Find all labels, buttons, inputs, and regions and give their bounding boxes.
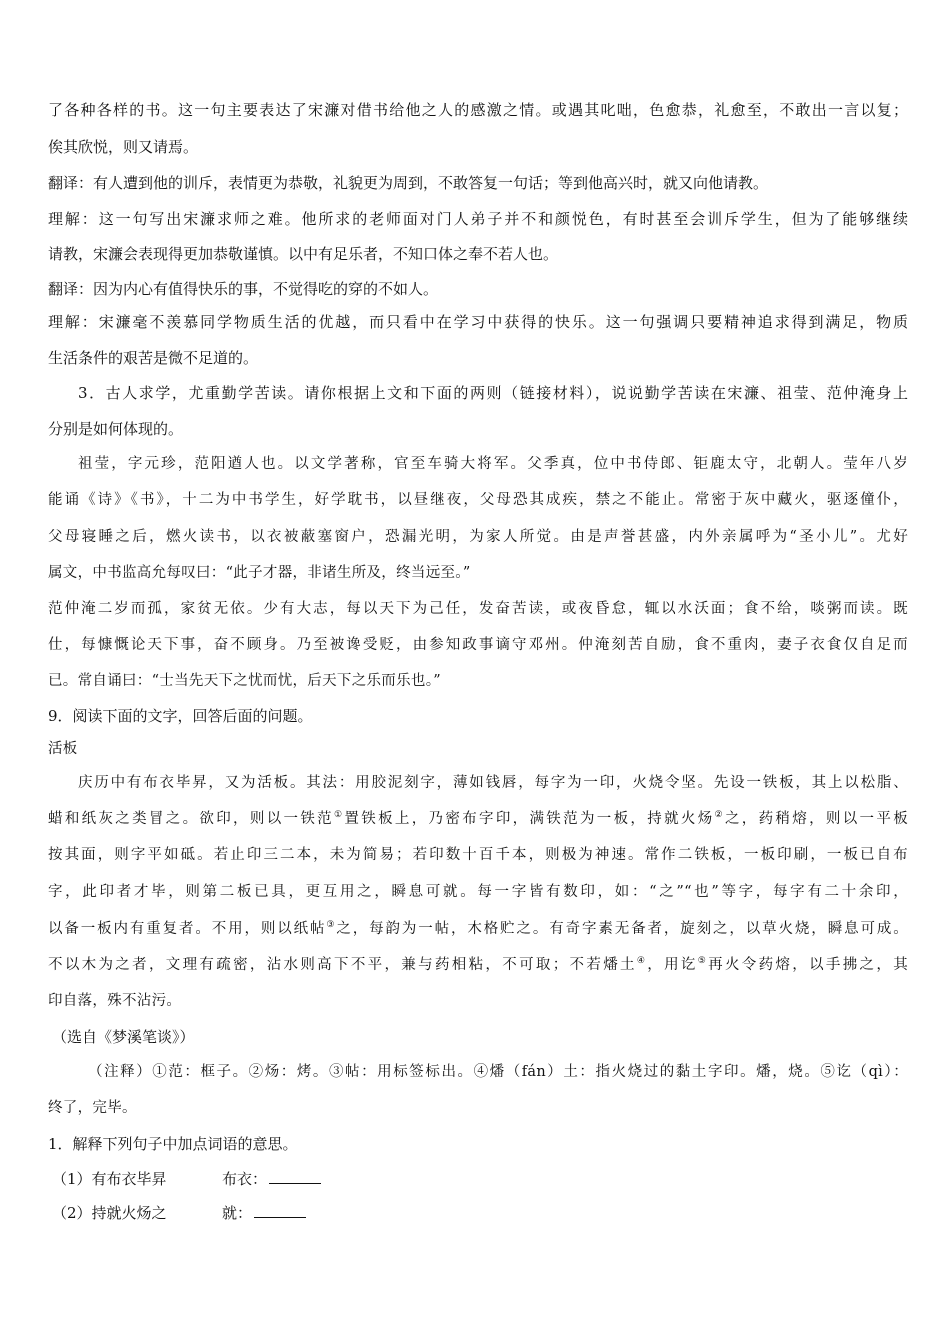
passage-huoban: 按其面，则字平如砥。若止印三二本，未为简易；若印数十百千本，则极为神速。常作二铁板，一板印刷，一板已自布: [48, 847, 908, 863]
footnote-mark: ④: [636, 956, 648, 967]
answer-blank[interactable]: [254, 1203, 306, 1218]
answer-field[interactable]: 就：: [222, 1203, 306, 1223]
passage-title: 活板: [48, 741, 78, 757]
passage-fanzhongyan: 已。常自诵曰：“士当先天下之忧而忧，后天下之乐而乐也。”: [48, 673, 441, 689]
passage-huoban: 蜡和纸灰之类冒之。欲印，则以一铁范①置铁板上，乃密布字印，满铁范为一板，持就火炀②之，药稍熔，则以一平板: [48, 810, 908, 827]
text-line: 分别是如何体现的。: [48, 420, 184, 438]
item-label: （1）有布衣毕昇: [52, 1170, 167, 1188]
item-label: （2）持就火炀之: [52, 1204, 167, 1222]
passage-huoban: 不以木为之者，文理有疏密，沾水则高下不平，兼与药相粘，不可取；不若燔土④，用讫⑤再火令药熔，以手拂之，其: [48, 956, 908, 973]
item-row: [52, 1203, 352, 1223]
sub-question-1: 1．解释下列句子中加点词语的意思。: [48, 1135, 298, 1153]
passage-huoban: 庆历中有布衣毕昇，又为活板。其法：用胶泥刻字，薄如钱唇，每字为一印，火烧令坚。先设一铁板，其上以松脂、: [78, 775, 908, 791]
text-line: 翻译：因为内心有值得快乐的事，不觉得吃的穿的不如人。: [48, 280, 439, 298]
passage-fanzhongyan: 仕，每慷慨论天下事，奋不顾身。乃至被谗受贬，由参知政事谪守邓州。仲淹刻苦自励，食不重肉，妻子衣食仅自足而: [48, 637, 908, 653]
footnote-mark: ②: [714, 810, 725, 821]
question-3: 3．古人求学，尤重勤学苦读。请你根据上文和下面的两则（链接材料），说说勤学苦读在宋濂、祖莹、范仲淹身上: [78, 384, 908, 402]
text-line: 翻译：有人遭到他的训斥，表情更为恭敬，礼貌更为周到，不敢答复一句话；等到他高兴时，就又向他请教。: [48, 174, 769, 192]
answer-field[interactable]: 布衣：: [222, 1169, 321, 1189]
footnote-mark: ⑤: [697, 956, 709, 967]
passage-zuying: 父母寝睡之后，燃火读书，以衣被蔽塞窗户，恐漏光明，为家人所觉。由是声誉甚盛，内外亲属呼为“圣小儿”。尤好: [48, 529, 908, 545]
passage-zuying: 属文，中书监高允每叹曰：“此子才器，非诸生所及，终当远至。”: [48, 565, 471, 581]
text-line: 请教，宋濂会表现得更加恭敬谨慎。以中有足乐者，不知口体之奉不若人也。: [48, 245, 559, 263]
text-line: 俟其欣悦，则又请焉。: [48, 138, 199, 156]
annotation: （注释）①范：框子。②炀：烤。③帖：用标签标出。④燔（fán）土：指火烧过的黏土字印。燔，烧。⑤讫（qì）：: [88, 1064, 908, 1080]
question-9: 9．阅读下面的文字，回答后面的问题。: [48, 707, 313, 725]
text-line: 理解：宋濂毫不羡慕同学物质生活的优越，而只看中在学习中获得的快乐。这一句强调只要精神追求得到满足，物质: [48, 313, 908, 331]
passage-huoban: 以备一板内有重复者。不用，则以纸帖③之，每韵为一帖，木格贮之。有奇字素无备者，旋刻之，以草火烧，瞬息可成。: [48, 920, 908, 937]
passage-huoban: 字，此印者才毕，则第二板已具，更互用之，瞬息可就。每一字皆有数印，如：“之”“也”等字，每字有二十余印，: [48, 884, 908, 900]
passage-fanzhongyan: 范仲淹二岁而孤，家贫无依。少有大志，每以天下为己任，发奋苦读，或夜昏怠，辄以水沃面；食不给，啖粥而读。既: [48, 601, 908, 617]
text-line: 生活条件的艰苦是微不足道的。: [48, 349, 259, 367]
source-note: （选自《梦溪笔谈》）: [52, 1028, 195, 1046]
item-row: [52, 1169, 352, 1189]
annotation: 终了，完毕。: [48, 1100, 137, 1116]
passage-huoban: 印自落，殊不沾污。: [48, 993, 182, 1009]
answer-blank[interactable]: [269, 1169, 321, 1184]
footnote-mark: ①: [334, 810, 345, 821]
passage-zuying: 能诵《诗》《书》，十二为中书学生，好学耽书，以昼继夜，父母恐其成疾，禁之不能止。常密于灰中藏火，驱逐僮仆，: [48, 492, 908, 508]
passage-zuying: 祖莹，字元珍，范阳遒人也。以文学著称，官至车骑大将军。父季真，位中书侍郎、钜鹿太守，北朝人。莹年八岁: [78, 456, 908, 472]
text-line: 理解：这一句写出宋濂求师之难。他所求的老师面对门人弟子并不和颜悦色，有时甚至会训斥学生，但为了能够继续: [48, 210, 908, 228]
footnote-mark: ③: [326, 920, 337, 931]
text-line: 了各种各样的书。这一句主要表达了宋濂对借书给他之人的感激之情。或遇其叱咄，色愈恭，礼愈至，不敢出一言以复；: [48, 101, 908, 119]
